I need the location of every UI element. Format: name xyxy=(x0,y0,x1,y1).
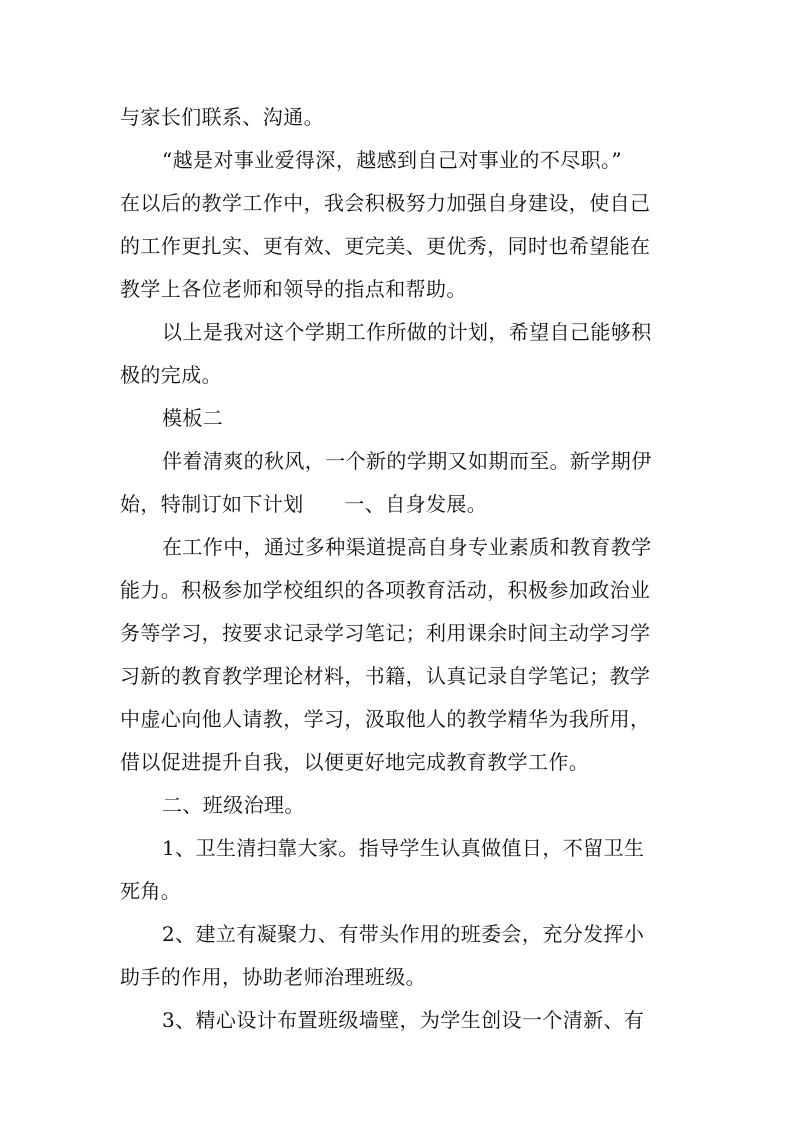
text-line: 能力。积极参加学校组织的各项教育活动，积极参加政治业 xyxy=(120,578,651,602)
text-line: 始，特制订如下计划 一、自身发展。 xyxy=(120,492,488,516)
text-line: 习新的教育教学理论材料，书籍，认真记录自学笔记；教学 xyxy=(120,664,651,688)
text-line: 借以促进提升自我，以便更好地完成教育教学工作。 xyxy=(120,750,590,774)
text-line: 助手的作用，协助老师治理班级。 xyxy=(120,965,426,989)
list-item: 2、建立有凝聚力、有带头作用的班委会，充分发挥小 xyxy=(162,922,645,946)
text-line: 在以后的教学工作中，我会积极努力加强自身建设，使自己 xyxy=(120,191,651,215)
list-item: 3、精心设计布置班级墙壁，为学生创设一个清新、有 xyxy=(162,1008,645,1032)
list-item: 1、卫生清扫靠大家。指导学生认真做值日，不留卫生 xyxy=(162,836,645,860)
text-line: 死角。 xyxy=(120,879,182,903)
text-line: 极的完成。 xyxy=(120,363,222,387)
text-line: 的工作更扎实、更有效、更完美、更优秀，同时也希望能在 xyxy=(120,234,651,258)
text-line: 中虚心向他人请教，学习，汲取他人的教学精华为我所用， xyxy=(120,707,651,731)
text-line: 以上是我对这个学期工作所做的计划，希望自己能够积 xyxy=(162,320,652,344)
text-line: 伴着清爽的秋风，一个新的学期又如期而至。新学期伊 xyxy=(162,449,652,473)
text-line: 在工作中，通过多种渠道提高自身专业素质和教育教学 xyxy=(162,535,652,559)
section-heading: 模板二 xyxy=(162,406,224,430)
text-line: 务等学习，按要求记录学习笔记；利用课余时间主动学习学 xyxy=(120,621,651,645)
text-line: 教学上各位老师和领导的指点和帮助。 xyxy=(120,277,467,301)
quote-line: “越是对事业爱得深，越感到自己对事业的不尽职。” xyxy=(162,148,623,172)
text-line: 与家长们联系、沟通。 xyxy=(120,105,324,129)
section-heading: 二、班级治理。 xyxy=(162,793,305,817)
